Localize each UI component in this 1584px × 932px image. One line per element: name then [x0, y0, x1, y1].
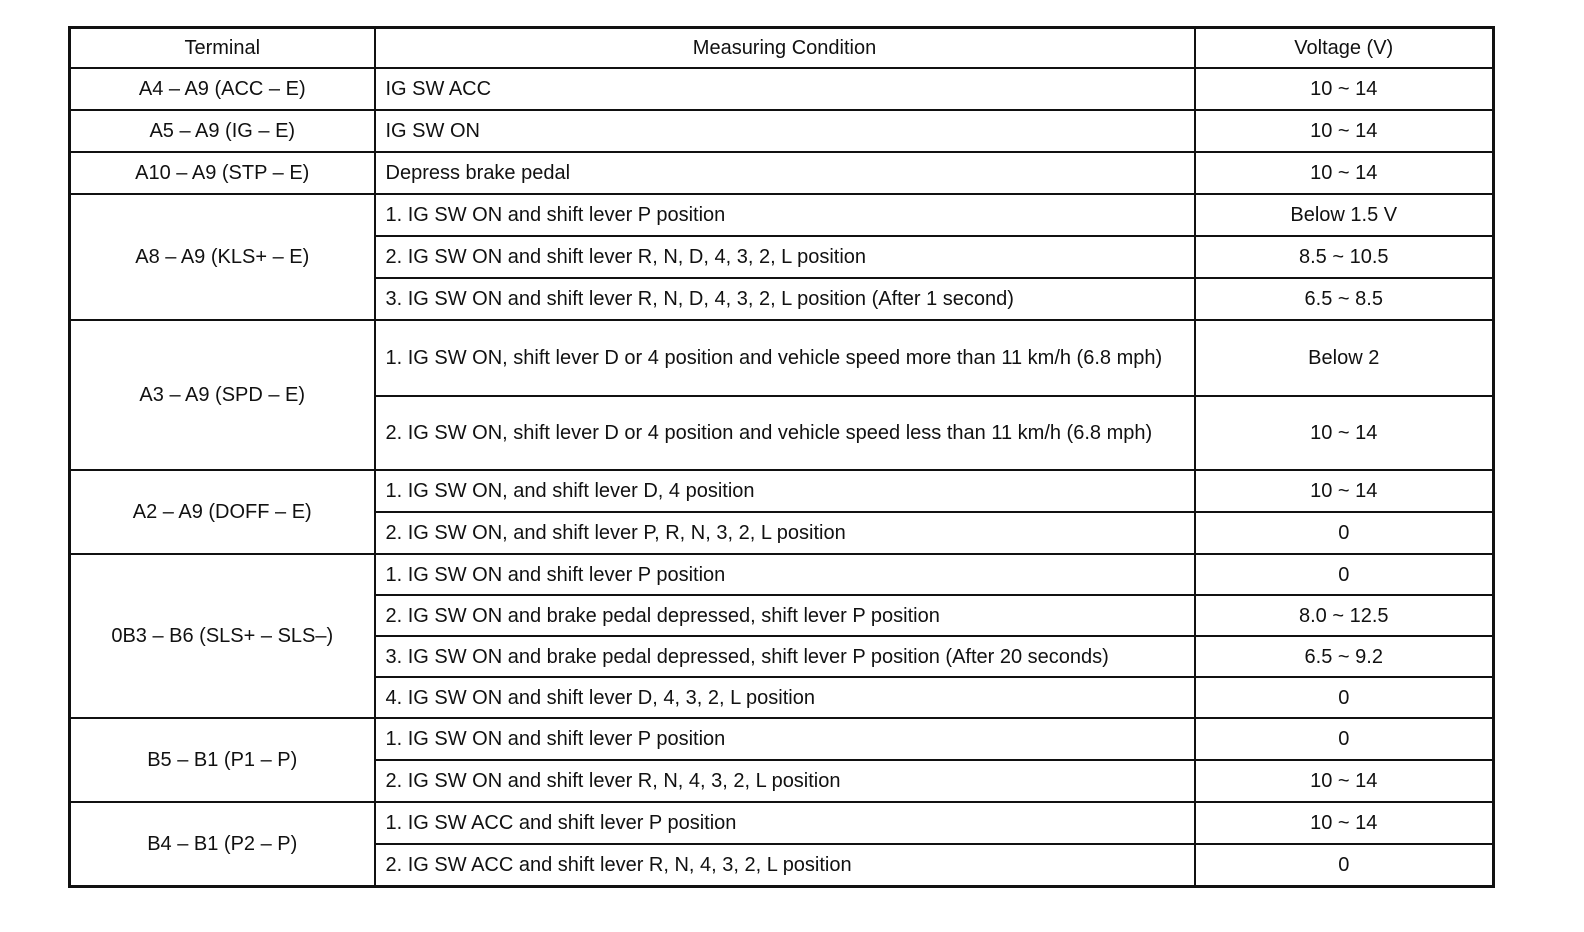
- voltage-cell: Below 2: [1195, 320, 1494, 396]
- condition-cell: 3. IG SW ON and shift lever R, N, D, 4, 3, 2, L position (After 1 second): [375, 278, 1195, 320]
- header-measuring-condition: Measuring Condition: [375, 28, 1195, 68]
- condition-cell: 2. IG SW ON, and shift lever P, R, N, 3, 2, L position: [375, 512, 1195, 554]
- voltage-cell: 8.5 ~ 10.5: [1195, 236, 1494, 278]
- terminal-cell: A8 – A9 (KLS+ – E): [70, 194, 375, 320]
- condition-cell: 2. IG SW ACC and shift lever R, N, 4, 3, 2, L position: [375, 844, 1195, 886]
- table-row: [70, 320, 1494, 396]
- voltage-cell: 0: [1195, 677, 1494, 718]
- condition-cell: 1. IG SW ON, shift lever D or 4 position and vehicle speed more than 11 km/h (6.8 mph): [375, 320, 1195, 396]
- terminal-voltage-table: [68, 26, 1495, 888]
- condition-cell: 2. IG SW ON and shift lever R, N, 4, 3, 2, L position: [375, 760, 1195, 802]
- condition-cell: 1. IG SW ON, and shift lever D, 4 position: [375, 470, 1195, 512]
- condition-cell: 1. IG SW ON and shift lever P position: [375, 718, 1195, 760]
- table-row: [70, 152, 1494, 194]
- voltage-cell: 10 ~ 14: [1195, 68, 1494, 110]
- condition-cell: 1. IG SW ACC and shift lever P position: [375, 802, 1195, 844]
- voltage-cell: 10 ~ 14: [1195, 470, 1494, 512]
- header-row: [70, 28, 1494, 68]
- voltage-cell: 6.5 ~ 8.5: [1195, 278, 1494, 320]
- table-row: [70, 554, 1494, 595]
- condition-cell: Depress brake pedal: [375, 152, 1195, 194]
- condition-cell: 2. IG SW ON, shift lever D or 4 position and vehicle speed less than 11 km/h (6.8 mph): [375, 396, 1195, 470]
- condition-cell: 1. IG SW ON and shift lever P position: [375, 554, 1195, 595]
- terminal-cell: 0B3 – B6 (SLS+ – SLS–): [70, 554, 375, 718]
- terminal-cell: A10 – A9 (STP – E): [70, 152, 375, 194]
- voltage-cell: 10 ~ 14: [1195, 802, 1494, 844]
- voltage-cell: 0: [1195, 718, 1494, 760]
- terminal-cell: A3 – A9 (SPD – E): [70, 320, 375, 470]
- table-row: [70, 802, 1494, 844]
- voltage-cell: 0: [1195, 512, 1494, 554]
- voltage-cell: Below 1.5 V: [1195, 194, 1494, 236]
- voltage-cell: 10 ~ 14: [1195, 396, 1494, 470]
- condition-cell: 3. IG SW ON and brake pedal depressed, shift lever P position (After 20 seconds): [375, 636, 1195, 677]
- voltage-cell: 8.0 ~ 12.5: [1195, 595, 1494, 636]
- voltage-cell: 0: [1195, 554, 1494, 595]
- header-terminal: Terminal: [70, 28, 375, 68]
- terminal-cell: B5 – B1 (P1 – P): [70, 718, 375, 802]
- table-row: [70, 110, 1494, 152]
- voltage-cell: 10 ~ 14: [1195, 110, 1494, 152]
- condition-cell: 4. IG SW ON and shift lever D, 4, 3, 2, L position: [375, 677, 1195, 718]
- condition-cell: IG SW ACC: [375, 68, 1195, 110]
- terminal-cell: B4 – B1 (P2 – P): [70, 802, 375, 886]
- table-row: [70, 194, 1494, 236]
- voltage-cell: 0: [1195, 844, 1494, 886]
- condition-cell: 1. IG SW ON and shift lever P position: [375, 194, 1195, 236]
- terminal-cell: A4 – A9 (ACC – E): [70, 68, 375, 110]
- condition-cell: IG SW ON: [375, 110, 1195, 152]
- table-row: [70, 718, 1494, 760]
- header-voltage: Voltage (V): [1195, 28, 1494, 68]
- terminal-cell: A2 – A9 (DOFF – E): [70, 470, 375, 554]
- table-row: [70, 470, 1494, 512]
- condition-cell: 2. IG SW ON and brake pedal depressed, shift lever P position: [375, 595, 1195, 636]
- table-row: [70, 68, 1494, 110]
- voltage-cell: 10 ~ 14: [1195, 760, 1494, 802]
- terminal-cell: A5 – A9 (IG – E): [70, 110, 375, 152]
- voltage-cell: 6.5 ~ 9.2: [1195, 636, 1494, 677]
- condition-cell: 2. IG SW ON and shift lever R, N, D, 4, 3, 2, L position: [375, 236, 1195, 278]
- voltage-cell: 10 ~ 14: [1195, 152, 1494, 194]
